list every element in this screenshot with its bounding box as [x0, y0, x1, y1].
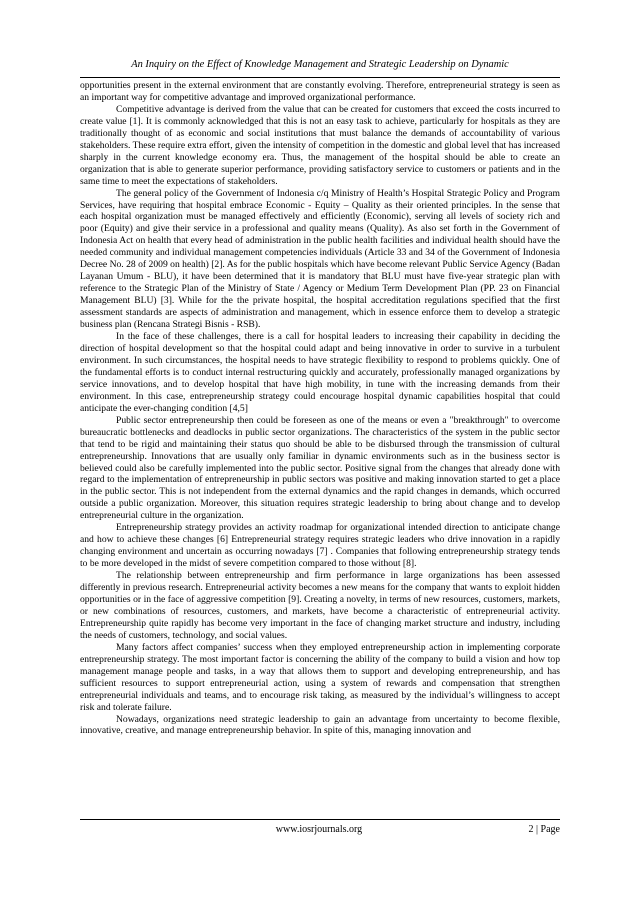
- paragraph: The general policy of the Government of Indonesia c/q Ministry of Health’s Hospital Strategic Policy and Program Services, have requiring that hospital embrace Economic - Equity – Quality as their oriented principles. In the sense that each hospital organization must be managed effectively and efficiently (Economic), serving all levels of society rich and poor (Equity) and give their service in a professional and quality means (Quality). As also set forth in the Government of Indonesia Act on health that every head of administration in the public health facilities and individual health should have the needed community and individual management competencies individuals (Article 33 and 34 of the Government of Indonesia Decree No. 28 of 2009 on health) [2]. As for the public hospitals which have become relevant Public Service Agency (Badan Layanan Umum - BLU), it have been determined that it is mandatory that BLU must have five-year strategic plan with reference to the Strategic Plan of the Ministry of State / Agency or Medium Term Development Plan (PP. 23 on Financial Management BLU) [3]. While for the the private hospital, the hospital accreditation regulations specified that the first assessment standards are aspects of administration and management, which in essence enforce them to develop a strategic business plan (Rencana Strategi Bisnis - RSB).: [80, 187, 560, 331]
- footer-journal-url[interactable]: www.iosrjournals.org: [275, 824, 363, 835]
- paragraph: In the face of these challenges, there is a call for hospital leaders to increasing their capability in deciding the direction of hospital development so that the hospital could adapt and being innovative in order to survive in a turbulent environment. In such circumstances, the hospital needs to have strategic flexibility to respond to problems quickly. One of the fundamental efforts is to conduct internal restructuring quickly and accurately, professionally managed organizations by service innovations, and to develop hospital that have high mobility, in tune with the increasing demands from their environment. In this case, entrepreneurship strategy could encourage hospital dynamic capabilities hospital that could anticipate the ever-changing condition [4,5]: [80, 331, 560, 414]
- paragraph: Competitive advantage is derived from the value that can be created for customers that exceed the costs incurred to create value [1]. It is commonly acknowledged that this is not an easy task to achieve, particularly for hospitals as they are traditionally thought of as economic and social institutions that must balance the demands of accountability of various stakeholders. These require extra effort, given the intensity of competition in the domestic and global level that has increased sharply in the current knowledge economy era. Thus, the management of the hospital should be able to create an organization that is able to generate superior performance, providing satisfactory service to customers or patients and in the same time to meet the expectations of stakeholders.: [80, 103, 560, 187]
- paragraph: Nowadays, organizations need strategic leadership to gain an advantage from uncertainty to become flexible, innovative, creative, and manage entrepreneurship behavior. In spite of this, managing innovation and: [80, 713, 560, 737]
- footer-page-number: 2 | Page: [528, 824, 560, 835]
- footer-rule: [80, 819, 560, 820]
- paragraph: opportunities present in the external environment that are constantly evolving. Therefore, entrepreneurial strategy is seen as an important way for competitive advantage and improved organizational performance.: [80, 80, 560, 103]
- body-text: [80, 80, 560, 737]
- header-rule: [80, 77, 560, 78]
- paragraph: The relationship between entrepreneurship and firm performance in large organizations has been assessed differently in previous research. Entrepreneurial activity becomes a new means for the company that wants to exploit hidden opportunities or in the face of aggressive competition [9]. Creating a novelty, in terms of new resources, customers, markets, or new combinations of resources, customers, and markets, have become a characteristic of entrepreneurial activity. Entrepreneurship quite rapidly has become very important in the face of changing market structure and industry, including the needs of customers, technology, and social values.: [80, 570, 560, 641]
- running-header: An Inquiry on the Effect of Knowledge Management and Strategic Leadership on Dynamic: [131, 59, 509, 70]
- paragraph: Many factors affect companies’ success when they employed entrepreneurship action in implementing corporate entrepreneurship strategy. The most important factor is concerning the ability of the company to build a vision and how top management manage people and tasks, in a way that allows them to support and developing entrepreneurship, and has sufficient resources to support entrepreneurial action, using a system of rewards and compensation that strengthen entrepreneurial individuals and teams, and to encourage risk taking, as measured by the individual’s willingness to accept risk and tolerate failure.: [80, 641, 560, 713]
- paragraph: Public sector entrepreneurship then could be foreseen as one of the means or even a "breakthrough" to overcome bureaucratic bottlenecks and deadlocks in public sector organizations. The characteristics of the system in the public sector that tend to be rigid and maintaining their status quo should be able to be disbursed through the transmission of cultural entrepreneurship. Innovations that are usually only familiar in dynamic environments such as in the business sector is believed could also be carefully implemented into the public sector. Positive signal from the changes that already done with regard to the implementation of entrepreneurship in public sectors was positive and making innovation started to get a place in the public sector. This is not independent from the external dynamics and the rapid changes in demands, which occurred outside a public organization. Moreover, this situation requires strategic leadership to bring about change and to develop entrepreneurial culture in the organization.: [80, 414, 560, 522]
- paragraph: Entrepreneurship strategy provides an activity roadmap for organizational intended direction to anticipate change and how to achieve these changes [6] Entrepreneurial strategy requires strategic leaders who drive innovation in a rapidly changing environment and uncertain as occurring nowadays [7] . Companies that following entrepreneurship strategy tends to be more developed in the midst of severe competition compared to those without [8].: [80, 522, 560, 570]
